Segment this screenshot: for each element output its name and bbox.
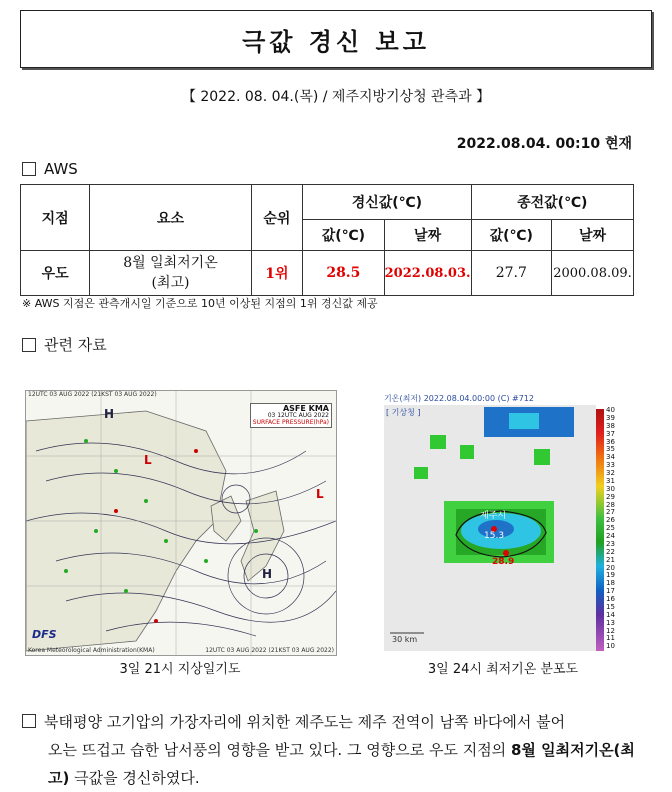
cell-new-date: 2022.08.03.	[384, 251, 471, 296]
header-station: 지점	[21, 185, 90, 251]
colorbar-tick: 32	[606, 469, 615, 477]
colorbar-tick: 34	[606, 453, 615, 462]
colorbar-tick: 14	[606, 610, 615, 619]
colorbar-tick: 12	[606, 626, 615, 635]
colorbar-tick: 19	[606, 571, 615, 580]
cell-new-value: 28.5	[303, 251, 384, 296]
colorbar-tick: 20	[606, 563, 615, 572]
colorbar-tick: 35	[606, 445, 615, 454]
colorbar-tick: 36	[606, 437, 615, 446]
summary-text: 오는 뜨겁고 습한 남서풍의 영향을 받고 있다. 그 영향으로 우도 지점의	[48, 741, 511, 759]
map-area	[384, 405, 596, 651]
summary-bold: 8월 일최저기온(최고)	[48, 741, 635, 787]
colorbar-tick: 40	[606, 406, 615, 414]
colorbar-tick: 25	[606, 524, 615, 533]
summary-paragraph	[22, 708, 652, 792]
cell-rank: 1위	[251, 251, 303, 296]
report-timestamp: 2022.08.04. 00:10 현재	[456, 136, 632, 152]
colorbar-tick: 11	[606, 634, 615, 643]
report-subtitle: 【 2022. 08. 04.(목) / 제주지방기상청 관측과 】	[181, 89, 491, 105]
colorbar-tick: 33	[606, 461, 615, 470]
summary-text-end: 극값을 경신하였다.	[69, 769, 200, 787]
colorbar-tick: 28	[606, 500, 615, 509]
map-footer-left: Korea Meteorological Administration(KMA)	[28, 647, 155, 654]
cell-station: 우도	[21, 251, 90, 296]
kma-badge	[250, 403, 332, 428]
city-label: 제주시	[480, 511, 507, 521]
colorbar-tick: 15	[606, 602, 615, 611]
map-header: 12UTC 03 AUG 2022 (21KST 03 AUG 2022)	[28, 391, 157, 398]
colorbar-tick: 21	[606, 555, 615, 564]
cell-element-line1: 8월 일최저기온	[123, 255, 218, 271]
header-new-value: 값(℃)	[303, 220, 384, 251]
weather-map-graphic	[26, 391, 336, 655]
badge-date: 03 12UTC AUG 2022	[267, 412, 329, 419]
figure1-caption: 3일 21시 지상일기도	[119, 662, 241, 677]
colorbar-tick: 27	[606, 508, 615, 517]
colorbar-tick: 29	[606, 492, 615, 501]
min-temp-header: 기온(최저) 2022.08.04.00:00 (C) #712	[384, 394, 534, 403]
colorbar-tick: 31	[606, 476, 615, 485]
colorbar-tick: 17	[606, 587, 615, 596]
header-previous: 종전값(℃)	[471, 185, 633, 220]
table-row	[21, 251, 634, 296]
low-pressure-label: L	[144, 453, 152, 467]
colorbar-tick: 10	[606, 642, 615, 651]
aws-record-table	[20, 184, 634, 296]
colorbar-tick: 38	[606, 421, 615, 430]
scale-label: 30 km	[392, 635, 418, 644]
colorbar-tick: 24	[606, 532, 615, 540]
header-renewed: 경신값(℃)	[303, 185, 471, 220]
header-new-date: 날짜	[384, 220, 471, 251]
colorbar-tick: 39	[606, 413, 615, 422]
table-note: ※ AWS 지점은 관측개시일 기준으로 10년 이상된 지점의 1위 경신값 제공	[22, 297, 378, 310]
section-aws-label: AWS	[44, 160, 78, 178]
temp-map-graphic	[384, 405, 596, 651]
cell-element-line2: (최고)	[151, 275, 190, 291]
report-title: 극값 경신 보고	[20, 10, 652, 68]
figure2-caption: 3일 24시 최저기온 분포도	[427, 662, 579, 677]
kma-tag: [ 기상청 ]	[386, 408, 421, 417]
colorbar-tick: 37	[606, 429, 615, 438]
checkbox-icon	[22, 162, 36, 176]
header-old-value: 값(℃)	[471, 220, 551, 251]
colorbar-tick: 26	[606, 516, 615, 525]
high-pressure-label: H	[262, 567, 273, 581]
colorbar-tick: 30	[606, 484, 615, 493]
badge-subtitle: SURFACE PRESSURE(hPa)	[252, 419, 329, 426]
high-pressure-label: H	[104, 407, 115, 421]
min-temp-value-2: 28.9	[492, 557, 515, 567]
colorbar-tick: 22	[606, 547, 615, 556]
cell-old-date: 2000.08.09.	[551, 251, 633, 296]
section-aws	[22, 160, 78, 178]
low-pressure-label: L	[316, 487, 324, 501]
colorbar-tick: 16	[606, 595, 615, 603]
min-temp-value-1: 15.3	[484, 531, 505, 541]
section-related	[22, 334, 107, 355]
header-element: 요소	[90, 185, 251, 251]
colorbar-tick: 23	[606, 539, 615, 548]
summary-line1: 북태평양 고기압의 가장자리에 위치한 제주도는 제주 전역이 남쪽 바다에서 불어	[44, 713, 566, 731]
badge-title: ASFE KMA	[282, 404, 329, 413]
checkbox-icon	[22, 338, 36, 352]
header-old-date: 날짜	[551, 220, 633, 251]
colorbar-tick: 18	[606, 579, 615, 588]
header-rank: 순위	[251, 185, 303, 251]
checkbox-icon	[22, 714, 36, 728]
cell-element	[90, 251, 251, 296]
colorbar-ticks	[606, 407, 620, 651]
map-footer-right: 12UTC 03 AUG 2022 (21KST 03 AUG 2022)	[205, 647, 334, 654]
min-temp-map	[384, 393, 620, 651]
surface-weather-map	[25, 390, 337, 656]
colorbar	[596, 409, 604, 651]
colorbar-tick: 13	[606, 618, 615, 627]
cell-old-value: 27.7	[471, 251, 551, 296]
section-related-label: 관련 자료	[44, 336, 107, 354]
dfs-logo: DFS	[32, 628, 57, 641]
summary-line2	[22, 736, 652, 792]
